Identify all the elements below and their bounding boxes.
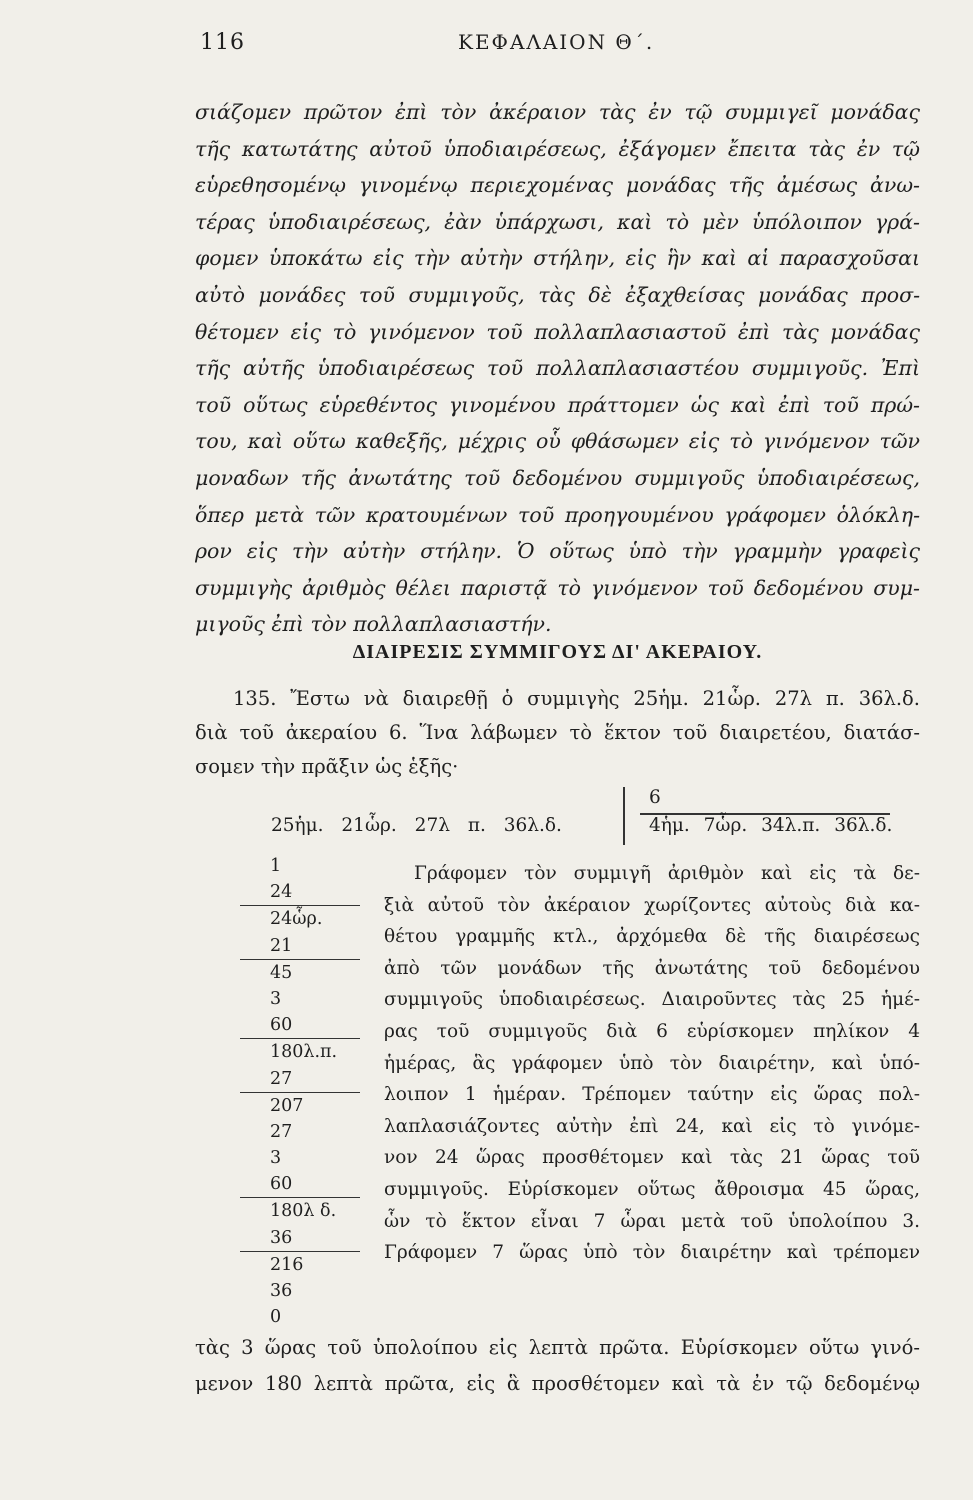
italic-paragraph: [195, 94, 920, 643]
calculation-step: 3: [270, 1148, 282, 1169]
continuation-paragraph: [195, 1330, 920, 1402]
calculation-step: 21: [270, 935, 293, 956]
text-line: ρον εἰς τὴν αὐτὴν στήλην. Ὁ οὕτως ὑπὸ τὴν γραμμὴν γραφεὶς: [195, 539, 920, 564]
calculation-step: 36: [270, 1227, 293, 1248]
text-line: εὑρεθησομένῳ γινομένῳ περιεχομένας μονάδας τῆς ἀμέσως ἀνω-: [195, 173, 920, 198]
intro-paragraph: [195, 682, 920, 784]
calculation-step: 27: [270, 1121, 293, 1142]
text-line: θέτου γραμμῆς κτλ., ἀρχόμεθα δὲ τῆς διαιρέσεως: [384, 926, 920, 948]
text-line: 135. Ἔστω νὰ διαιρεθῇ ὁ συμμιγὴς 25ἡμ. 21ὧρ. 27λ π. 36λ.δ.: [233, 687, 920, 710]
text-line: τῆς αὐτῆς ὑποδιαιρέσεως τοῦ πολλαπλασιαστέου συμμιγοῦς. Ἐπὶ: [195, 356, 920, 381]
calculation-step: 207: [240, 1092, 360, 1119]
divisor: 6: [649, 787, 661, 808]
dividend: 25ἡμ. 21ὧρ. 27λ π. 36λ.δ.: [271, 815, 562, 836]
text-line: τῆς κατωτάτης αὐτοῦ ὑποδιαιρέσεως, ἐξάγομεν ἔπειτα τὰς ἐν τῷ: [195, 136, 920, 161]
calculation-step: 36: [270, 1281, 293, 1301]
text-line: του, καὶ οὕτω καθεξῆς, μέχρις οὗ φθάσωμεν εἰς τὸ γινόμενον τῶν: [195, 429, 920, 454]
calculation-step: 27: [270, 1068, 293, 1089]
text-line: ρας τοῦ συμμιγοῦς διὰ 6 εὑρίσκομεν πηλίκον 4: [384, 1020, 920, 1042]
calculation-step: 24ὧρ.: [240, 905, 360, 932]
calculation-step: 45: [240, 959, 360, 986]
text-line: ἡμέρας, ἃς γράφομεν ὑπὸ τὸν διαιρέτην, καὶ ὑπό-: [384, 1052, 920, 1074]
text-line: τὰς 3 ὥρας τοῦ ὑπολοίπου εἰς λεπτὰ πρῶτα. Εὑρίσκομεν οὕτω γινό-: [195, 1336, 920, 1359]
text-line: μιγοῦς ἐπὶ τὸν πολλαπλασιαστήν.: [195, 612, 552, 637]
section-title: ΔΙΑΙΡΕΣΙΣ ΣΥΜΜΙΓΟΥΣ ΔΙ' ΑΚΕΡΑΙΟΥ.: [352, 641, 763, 663]
text-line: σομεν τὴν πρᾶξιν ὡς ἑξῆς·: [195, 755, 459, 778]
text-line: ἀπὸ τῶν μονάδων τῆς ἀνωτάτης τοῦ δεδομένου: [384, 957, 920, 979]
text-line: ὧν τὸ ἕκτον εἶναι 7 ὧραι μετὰ τοῦ ὑπολοίπου 3.: [384, 1210, 920, 1232]
text-line: συμμιγοῦς ὑποδιαιρέσεως. Διαιροῦντες τὰς 25 ἡμέ-: [384, 989, 920, 1011]
quotient: 4ἡμ. 7ὧρ. 34λ.π. 36λ.δ.: [649, 815, 893, 836]
calculation-step: 1: [270, 856, 282, 876]
division-setup: [195, 787, 920, 847]
text-line: ὅπερ μετὰ τῶν κρατουμένων τοῦ προηγουμένου γράφομεν ὁλόκλη-: [195, 502, 920, 527]
text-line: συμμιγὴς ἀριθμὸς θέλει παριστᾷ τὸ γινόμενον τοῦ δεδομένου συμ-: [195, 575, 920, 600]
text-line: μοναδων τῆς ἀνωτάτης τοῦ δεδομένου συμμιγοῦς ὑποδιαιρέσεως,: [195, 465, 920, 490]
page-number: 116: [200, 30, 245, 55]
calculation-step: 24: [270, 882, 293, 903]
text-line: λαπλασιάζοντες αὐτὴν ἐπὶ 24, καὶ εἰς τὸ γινόμε-: [384, 1115, 920, 1137]
calculation-column: [240, 853, 360, 1330]
text-line: φομεν ὑποκάτω εἰς τὴν αὐτὴν στήλην, εἰς ἣν καὶ αἱ παρασχοῦσαι: [195, 246, 920, 271]
text-line: αὐτὸ μονάδες τοῦ συμμιγοῦς, τὰς δὲ ἐξαχθείσας μονάδας προσ-: [195, 282, 920, 307]
running-head: ΚΕΦΑΛΑΙΟΝ Θ΄.: [458, 30, 655, 54]
text-line: Γράφομεν 7 ὥρας ὑπὸ τὸν διαιρέτην καὶ τρέπομεν: [384, 1242, 920, 1264]
calculation-step: 180λ.π.: [240, 1038, 360, 1065]
calculation-step: 60: [270, 1174, 293, 1195]
text-line: τέρας ὑποδιαιρέσεως, ἐὰν ὑπάρχωσι, καὶ τὸ μὲν ὑπόλοιπον γρά-: [195, 209, 920, 234]
text-line: διὰ τοῦ ἀκεραίου 6. Ἵνα λάβωμεν τὸ ἕκτον τοῦ διαιρετέου, διατάσ-: [195, 721, 920, 744]
calculation-step: 60: [270, 1015, 293, 1036]
calculation-step: 3: [270, 988, 282, 1009]
text-line: νον 24 ὥρας προσθέτομεν καὶ τὰς 21 ὥρας τοῦ: [384, 1147, 920, 1169]
calculation-step: 180λ δ.: [240, 1197, 360, 1224]
text-line: μενον 180 λεπτὰ πρῶτα, εἰς ἃ προσθέτομεν καὶ τὰ ἐν τῷ δεδομένῳ: [195, 1372, 920, 1395]
page-header: [200, 30, 913, 70]
text-line: λοιπον 1 ἡμέραν. Τρέπομεν ταύτην εἰς ὥρας πολ-: [384, 1084, 920, 1106]
text-line: σιάζομεν πρῶτον ἐπὶ τὸν ἀκέραιον τὰς ἐν τῷ συμμιγεῖ μονάδας: [195, 100, 920, 124]
division-bar: [623, 787, 625, 845]
text-line: τοῦ οὕτως εὑρεθέντος γινομένου πράττομεν ὡς καὶ ἐπὶ τοῦ πρώ-: [195, 392, 920, 417]
text-line: Γράφομεν τὸν συμμιγῆ ἀριθμὸν καὶ εἰς τὰ δε-: [414, 863, 920, 884]
text-line: θέτομεν εἰς τὸ γινόμενον τοῦ πολλαπλασιαστοῦ ἐπὶ τὰς μονάδας: [195, 319, 920, 344]
calculation-step: 0: [270, 1307, 282, 1328]
text-line: ξιὰ αὐτοῦ τὸν ἀκέραιον χωρίζοντες αὐτοὺς διὰ κα-: [384, 894, 920, 916]
calculation-step: 216: [240, 1251, 360, 1278]
text-line: συμμιγοῦς. Εὑρίσκομεν οὕτως ἄθροισμα 45 ὥρας,: [384, 1178, 920, 1200]
explanation-paragraph: [384, 858, 920, 1269]
